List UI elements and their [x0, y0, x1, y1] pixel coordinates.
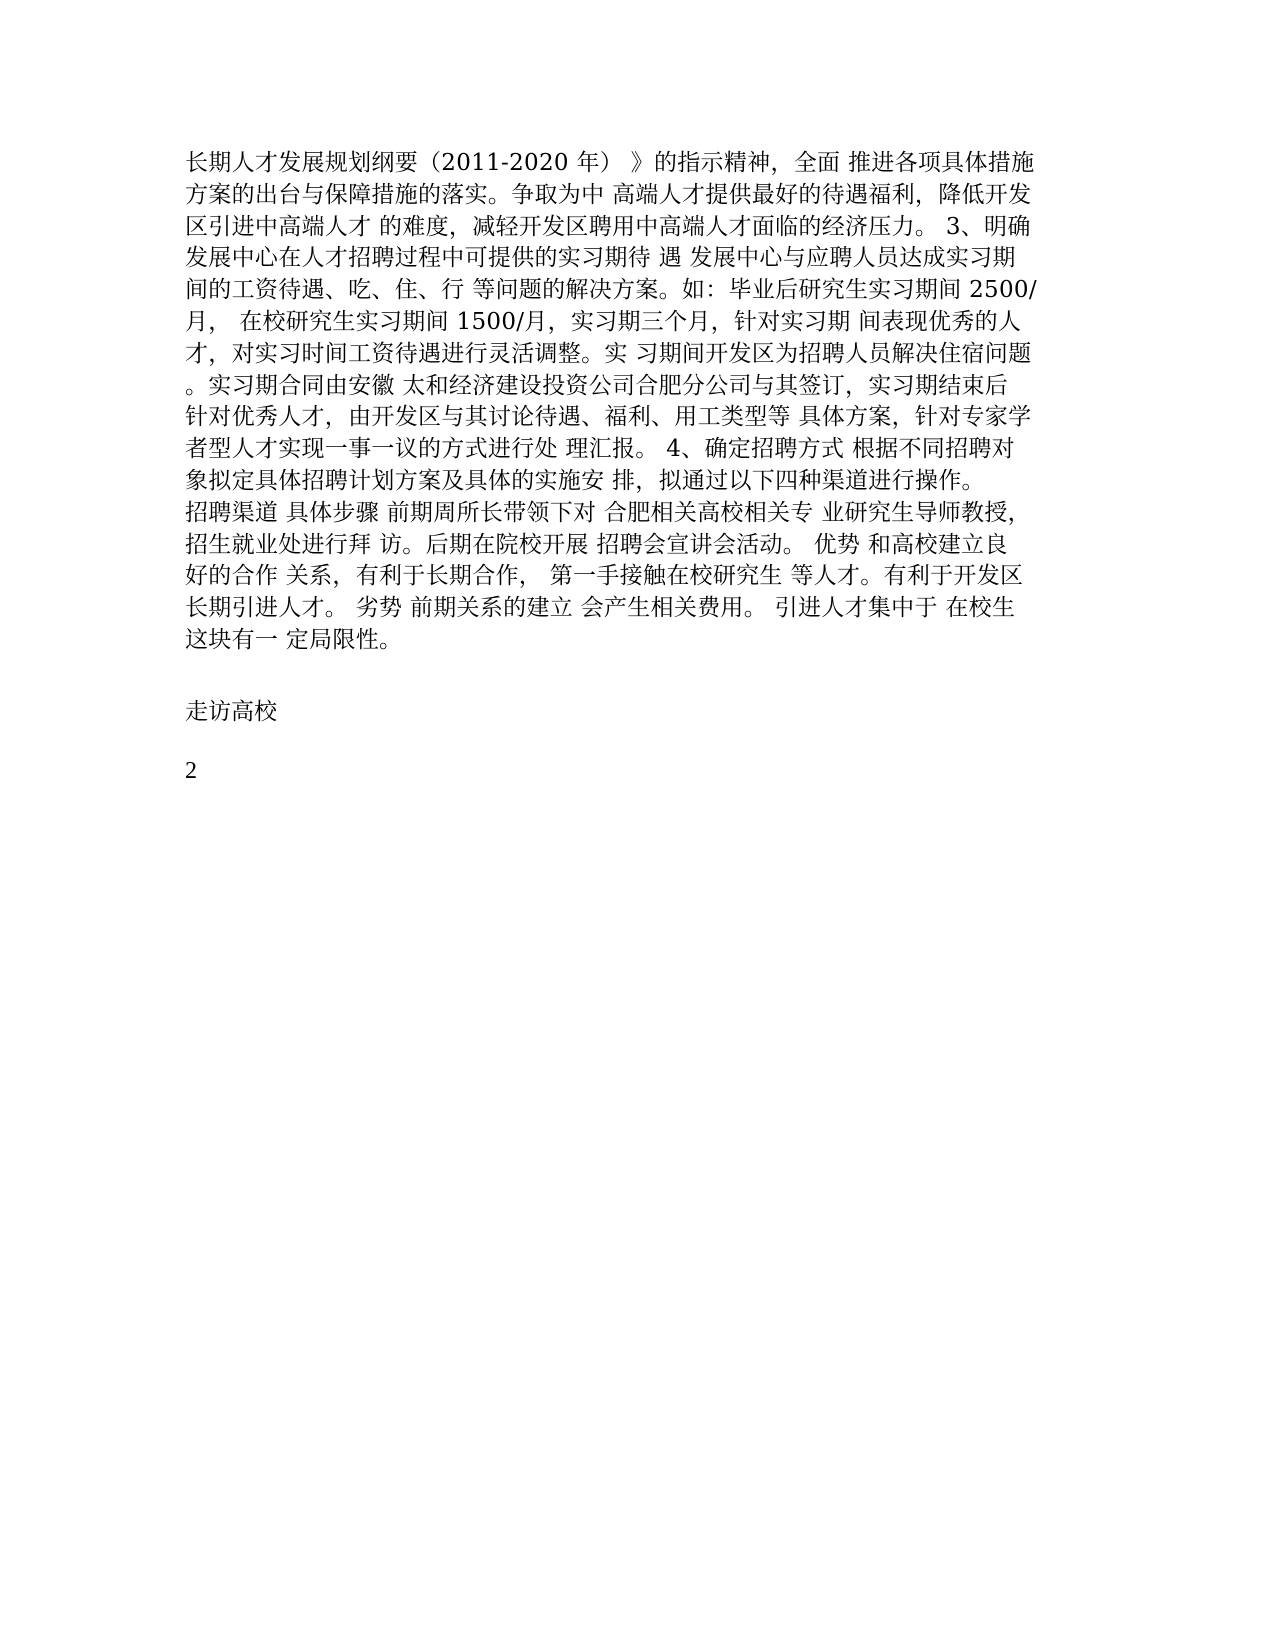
text-line: 方案的出台与保障措施的落实。争取为中 高端人才提供最好的待遇福利，降低开发 [185, 181, 1032, 208]
section-heading: 走访高校 [185, 699, 277, 725]
text-line: 这块有一 定局限性。 [185, 626, 403, 653]
page-number: 2 [185, 758, 197, 784]
text-line: 才，对实习时间工资待遇进行灵活调整。实 习期间开发区为招聘人员解决住宿问题 [185, 340, 1032, 367]
text-line: 招聘渠道 具体步骤 前期周所长带领下对 合肥相关高校相关专 业研究生导师教授， [185, 499, 1031, 526]
text-line: 。实习期合同由安徽 太和经济建设投资公司合肥分公司与其签订，实习期结束后 [185, 372, 1009, 399]
text-line: 招生就业处进行拜 访。后期在院校开展 招聘会宣讲会活动。 优势 和高校建立良 [185, 531, 1008, 558]
text-line: 者型人才实现一事一议的方式进行处 理汇报。 4、确定招聘方式 根据不同招聘对 [185, 436, 1015, 463]
text-line: 区引进中高端人才 的难度，减轻开发区聘用中高端人才面临的经济压力。 3、明确 [185, 213, 1031, 240]
text-line: 好的合作 关系，有利于长期合作， 第一手接触在校研究生 等人才。有利于开发区 [185, 563, 1024, 590]
body-text [185, 148, 1095, 657]
text-line: 针对优秀人才，由开发区与其讨论待遇、福利、用工类型等 具体方案，针对专家学 [185, 404, 1032, 431]
text-line: 象拟定具体招聘计划方案及具体的实施安 排，拟通过以下四种渠道进行操作。 [185, 467, 985, 494]
text-line: 月， 在校研究生实习期间 1500/月，实习期三个月，针对实习期 间表现优秀的人 [185, 308, 1022, 335]
text-line: 间的工资待遇、吃、住、行 等问题的解决方案。如：毕业后研究生实习期间 2500/ [185, 277, 1037, 304]
text-line: 长期引进人才。 劣势 前期关系的建立 会产生相关费用。 引进人才集中于 在校生 [185, 595, 1016, 622]
text-line: 发展中心在人才招聘过程中可提供的实习期待 遇 发展中心与应聘人员达成实习期 [185, 245, 1016, 272]
text-line: 长期人才发展规划纲要（2011-2020 年） 》的指示精神，全面 推进各项具体措施 [185, 150, 1035, 176]
